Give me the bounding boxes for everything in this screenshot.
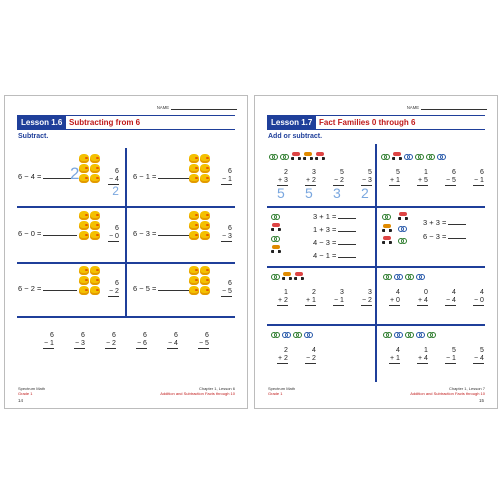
motorcycle-icon xyxy=(294,272,304,280)
chick-icon xyxy=(189,164,199,173)
minuend: 6 xyxy=(115,168,119,175)
equation-text: 6 − 4 = xyxy=(18,172,42,181)
top-number: 4 xyxy=(452,289,456,296)
equation-text: 4 − 3 = xyxy=(313,238,337,247)
chick-icon xyxy=(90,266,100,275)
footer-chapter xyxy=(410,386,485,396)
vertical-problem xyxy=(389,347,400,364)
chick-icon xyxy=(200,221,210,230)
name-label: NAME xyxy=(406,105,419,110)
chick-group xyxy=(189,154,210,183)
subtrahend: − 1 xyxy=(44,340,54,347)
top-number: 5 xyxy=(452,347,456,354)
chick-group xyxy=(189,266,210,295)
lesson-title: Fact Families 0 through 6 xyxy=(319,118,416,127)
answer-blank[interactable] xyxy=(338,244,356,245)
bicycle-icon xyxy=(394,272,403,280)
vehicle-row xyxy=(383,272,425,280)
fact-equation xyxy=(423,232,466,241)
subtrahend: − 0 xyxy=(109,233,119,240)
equation-6-2 xyxy=(18,284,77,293)
chick-icon xyxy=(200,266,210,275)
motorcycle-icon xyxy=(271,223,281,231)
answer-blank[interactable] xyxy=(338,257,356,258)
chick-icon xyxy=(90,221,100,230)
chick-icon xyxy=(79,174,89,183)
operation: + 1 xyxy=(390,177,400,184)
traced-answer: 3 xyxy=(333,185,341,201)
vertical-problem xyxy=(136,332,147,349)
traced-answer: 5 xyxy=(277,185,285,201)
top-number: 5 xyxy=(368,169,372,176)
bicycle-icon xyxy=(269,152,278,160)
vertical-problem xyxy=(361,289,372,306)
fact-equation xyxy=(423,218,466,227)
vehicle-row xyxy=(381,152,446,160)
chick-icon xyxy=(79,231,89,240)
vertical-problem xyxy=(445,347,456,364)
chick-icon xyxy=(200,231,210,240)
lesson-title: Subtracting from 6 xyxy=(69,118,141,127)
chick-icon xyxy=(90,286,100,295)
equation-text: 1 + 3 = xyxy=(313,225,337,234)
motorcycle-icon xyxy=(303,152,313,160)
top-number: 3 xyxy=(340,289,344,296)
chapter-subtitle: Addition and Subtraction Facts through 10 xyxy=(160,391,235,396)
bicycle-icon xyxy=(383,330,392,338)
column-divider xyxy=(125,148,127,316)
operation: − 4 xyxy=(474,355,484,362)
minuend: 6 xyxy=(81,332,85,339)
vertical-problem xyxy=(277,169,288,186)
motorcycle-icon xyxy=(315,152,325,160)
instruction: Add or subtract. xyxy=(268,133,323,140)
operation: − 1 xyxy=(334,297,344,304)
vehicle-column xyxy=(271,212,289,253)
chick-icon xyxy=(200,154,210,163)
chick-group xyxy=(79,266,100,295)
vertical-problem xyxy=(417,347,428,364)
name-label: NAME xyxy=(156,105,169,110)
vertical-problem xyxy=(445,169,456,186)
top-number: 4 xyxy=(396,347,400,354)
minuend: 6 xyxy=(228,280,232,287)
answer-blank[interactable] xyxy=(43,235,77,236)
equation-text: 4 − 1 = xyxy=(313,251,337,260)
minuend: 6 xyxy=(228,168,232,175)
bicycle-icon xyxy=(398,236,407,244)
operation: + 2 xyxy=(278,297,288,304)
book-title: Spectrum Math xyxy=(268,386,296,391)
top-number: 0 xyxy=(424,289,428,296)
footer-chapter xyxy=(160,386,235,396)
name-field xyxy=(157,105,237,110)
minuend: 6 xyxy=(115,225,119,232)
chick-icon xyxy=(189,266,199,275)
equation-6-1 xyxy=(133,172,192,181)
operation: − 2 xyxy=(306,355,316,362)
bicycle-icon xyxy=(282,330,291,338)
subtrahend: − 2 xyxy=(109,288,119,295)
equation-6-3 xyxy=(133,229,192,238)
equation-text: 6 − 5 = xyxy=(133,284,157,293)
fact-equation xyxy=(313,251,356,260)
subtrahend: − 3 xyxy=(222,233,232,240)
lesson-header xyxy=(267,115,485,130)
minuend: 6 xyxy=(174,332,178,339)
vehicle-row xyxy=(269,152,325,160)
vertical-problem xyxy=(305,169,316,186)
grade-label: Grade 1 xyxy=(268,391,283,396)
top-number: 5 xyxy=(396,169,400,176)
vehicle-group xyxy=(382,212,414,244)
lesson-header xyxy=(17,115,235,130)
top-number: 2 xyxy=(284,169,288,176)
row-divider xyxy=(267,324,485,326)
chick-icon xyxy=(200,276,210,285)
minuend: 6 xyxy=(228,225,232,232)
vertical-problem xyxy=(305,347,316,364)
chick-icon xyxy=(189,211,199,220)
bicycle-icon xyxy=(293,330,302,338)
bicycle-icon xyxy=(394,330,403,338)
top-number: 6 xyxy=(480,169,484,176)
operation: − 3 xyxy=(362,177,372,184)
traced-answer: 2 xyxy=(361,185,369,201)
answer-blank[interactable] xyxy=(158,290,192,291)
bicycle-icon xyxy=(405,272,414,280)
vehicle-row xyxy=(383,330,436,338)
bicycle-icon xyxy=(427,330,436,338)
chick-icon xyxy=(90,231,100,240)
vertical-problem xyxy=(277,289,288,306)
chick-group xyxy=(189,211,210,240)
chick-icon xyxy=(79,276,89,285)
top-number: 5 xyxy=(340,169,344,176)
chick-icon xyxy=(79,164,89,173)
chick-icon xyxy=(79,266,89,275)
vertical-problem xyxy=(305,289,316,306)
row-divider xyxy=(17,316,235,318)
bicycle-icon xyxy=(415,152,424,160)
motorcycle-icon xyxy=(398,212,408,220)
minuend: 6 xyxy=(205,332,209,339)
vertical-problem xyxy=(221,280,232,297)
operation: + 2 xyxy=(306,177,316,184)
page-number: 14 xyxy=(18,398,24,403)
chick-icon xyxy=(90,276,100,285)
equation-text: 6 − 3 = xyxy=(423,232,447,241)
fact-equation xyxy=(313,238,356,247)
top-number: 2 xyxy=(312,289,316,296)
bicycle-icon xyxy=(405,330,414,338)
vertical-problem xyxy=(105,332,116,349)
chick-group xyxy=(79,154,100,183)
operation: − 2 xyxy=(334,177,344,184)
top-number: 1 xyxy=(284,289,288,296)
vertical-problem xyxy=(333,289,344,306)
chick-icon xyxy=(189,231,199,240)
operation: + 3 xyxy=(278,177,288,184)
row-divider xyxy=(267,266,485,268)
answer-blank[interactable] xyxy=(448,238,466,239)
traced-answer: 2 xyxy=(70,164,80,183)
bicycle-icon xyxy=(416,330,425,338)
bicycle-icon xyxy=(271,212,280,220)
motorcycle-icon xyxy=(392,152,402,160)
operation: + 4 xyxy=(418,355,428,362)
equation-6-0 xyxy=(18,229,77,238)
footer-book xyxy=(18,386,45,396)
motorcycle-icon xyxy=(291,152,301,160)
motorcycle-icon xyxy=(282,272,292,280)
vertical-problem xyxy=(108,280,119,297)
vertical-problem xyxy=(417,289,428,306)
subtrahend: − 5 xyxy=(222,288,232,295)
vertical-problem xyxy=(445,289,456,306)
chick-icon xyxy=(200,164,210,173)
bicycle-icon xyxy=(437,152,446,160)
subtrahend: − 5 xyxy=(199,340,209,347)
top-number: 1 xyxy=(424,347,428,354)
answer-blank[interactable] xyxy=(158,235,192,236)
bicycle-icon xyxy=(382,212,391,220)
row-divider xyxy=(17,262,235,264)
operation: + 5 xyxy=(418,177,428,184)
chick-icon xyxy=(90,174,100,183)
operation: − 1 xyxy=(446,355,456,362)
operation: + 1 xyxy=(306,297,316,304)
bicycle-icon xyxy=(271,330,280,338)
vertical-problem xyxy=(361,169,372,186)
subtrahend: − 6 xyxy=(137,340,147,347)
chick-icon xyxy=(189,174,199,183)
chick-icon xyxy=(90,211,100,220)
vehicle-row xyxy=(271,272,304,280)
operation: − 0 xyxy=(474,297,484,304)
bicycle-icon xyxy=(426,152,435,160)
vertical-problem xyxy=(333,169,344,186)
vertical-problem xyxy=(221,225,232,242)
left-workbook-page xyxy=(4,95,248,409)
top-number: 1 xyxy=(424,169,428,176)
column-divider xyxy=(375,144,377,382)
vertical-problem xyxy=(43,332,54,349)
equation-6-5 xyxy=(133,284,192,293)
vertical-problem xyxy=(473,347,484,364)
subtrahend: − 4 xyxy=(109,176,119,183)
chick-icon xyxy=(189,276,199,285)
chick-icon xyxy=(79,154,89,163)
equation-text: 6 − 2 = xyxy=(18,284,42,293)
bicycle-icon xyxy=(381,152,390,160)
chick-icon xyxy=(189,286,199,295)
answer-blank[interactable] xyxy=(338,231,356,232)
operation: − 1 xyxy=(474,177,484,184)
bicycle-icon xyxy=(404,152,413,160)
motorcycle-icon xyxy=(382,224,392,232)
operation: + 1 xyxy=(390,355,400,362)
vertical-problem xyxy=(473,289,484,306)
fact-equation xyxy=(313,225,356,234)
operation: − 4 xyxy=(446,297,456,304)
subtrahend: − 2 xyxy=(106,340,116,347)
top-number: 4 xyxy=(312,347,316,354)
operation: + 0 xyxy=(390,297,400,304)
chapter-label: Chapter 1, Lesson 6 xyxy=(198,386,235,391)
vertical-problem xyxy=(389,169,400,186)
chick-icon xyxy=(79,286,89,295)
bicycle-icon xyxy=(304,330,313,338)
operation: − 2 xyxy=(362,297,372,304)
fact-equation xyxy=(313,212,356,221)
instruction: Subtract. xyxy=(18,133,49,140)
top-number: 3 xyxy=(368,289,372,296)
chapter-label: Chapter 1, Lesson 7 xyxy=(448,386,485,391)
vertical-problem xyxy=(167,332,178,349)
lesson-badge: Lesson 1.7 xyxy=(267,116,316,129)
top-number: 4 xyxy=(396,289,400,296)
subtrahend: − 3 xyxy=(75,340,85,347)
operation: + 4 xyxy=(418,297,428,304)
operation: + 2 xyxy=(278,355,288,362)
minuend: 6 xyxy=(143,332,147,339)
bicycle-icon xyxy=(271,272,280,280)
bicycle-icon xyxy=(280,152,289,160)
chick-icon xyxy=(189,221,199,230)
vertical-problem xyxy=(473,169,484,186)
minuend: 6 xyxy=(112,332,116,339)
equation-text: 6 − 0 = xyxy=(18,229,42,238)
chapter-subtitle: Addition and Subtraction Facts through 10 xyxy=(410,391,485,396)
minuend: 6 xyxy=(50,332,54,339)
top-number: 5 xyxy=(480,347,484,354)
lesson-badge: Lesson 1.6 xyxy=(17,116,66,129)
right-workbook-page xyxy=(254,95,498,409)
traced-answer: 5 xyxy=(305,185,313,201)
vertical-problem xyxy=(417,169,428,186)
equation-text: 3 + 1 = xyxy=(313,212,337,221)
top-number: 6 xyxy=(452,169,456,176)
bicycle-icon xyxy=(271,234,280,242)
equation-6-4 xyxy=(18,164,80,183)
subtrahend: − 1 xyxy=(222,176,232,183)
chick-icon xyxy=(200,211,210,220)
vertical-problem xyxy=(389,289,400,306)
book-title: Spectrum Math xyxy=(18,386,46,391)
chick-icon xyxy=(90,164,100,173)
motorcycle-icon xyxy=(382,236,392,244)
answer-blank[interactable] xyxy=(158,178,192,179)
top-number: 3 xyxy=(312,169,316,176)
vehicle-row xyxy=(271,330,313,338)
grade-label: Grade 1 xyxy=(18,391,33,396)
row-divider xyxy=(267,206,485,208)
bicycle-icon xyxy=(416,272,425,280)
answer-blank[interactable] xyxy=(43,290,77,291)
top-number: 4 xyxy=(480,289,484,296)
equation-text: 3 + 3 = xyxy=(423,218,447,227)
vertical-problem xyxy=(108,225,119,242)
footer-book xyxy=(268,386,295,396)
chick-icon xyxy=(90,154,100,163)
answer-blank[interactable] xyxy=(448,224,466,225)
vertical-problem xyxy=(277,347,288,364)
page-number: 15 xyxy=(478,398,484,403)
chick-icon xyxy=(79,221,89,230)
equation-text: 6 − 1 = xyxy=(133,172,157,181)
chick-icon xyxy=(200,174,210,183)
name-field xyxy=(407,105,487,110)
traced-answer: 2 xyxy=(112,184,119,198)
bicycle-icon xyxy=(398,224,407,232)
equation-text: 6 − 3 = xyxy=(133,229,157,238)
minuend: 6 xyxy=(115,280,119,287)
subtrahend: − 4 xyxy=(168,340,178,347)
chick-icon xyxy=(79,211,89,220)
answer-blank[interactable] xyxy=(338,218,356,219)
chick-group xyxy=(79,211,100,240)
operation: − 5 xyxy=(446,177,456,184)
vertical-problem xyxy=(221,168,232,185)
vertical-problem xyxy=(198,332,209,349)
bicycle-icon xyxy=(383,272,392,280)
row-divider xyxy=(17,206,235,208)
chick-icon xyxy=(200,286,210,295)
vertical-problem xyxy=(74,332,85,349)
vertical-problem xyxy=(108,168,119,197)
motorcycle-icon xyxy=(271,245,281,253)
chick-icon xyxy=(189,154,199,163)
top-number: 2 xyxy=(284,347,288,354)
